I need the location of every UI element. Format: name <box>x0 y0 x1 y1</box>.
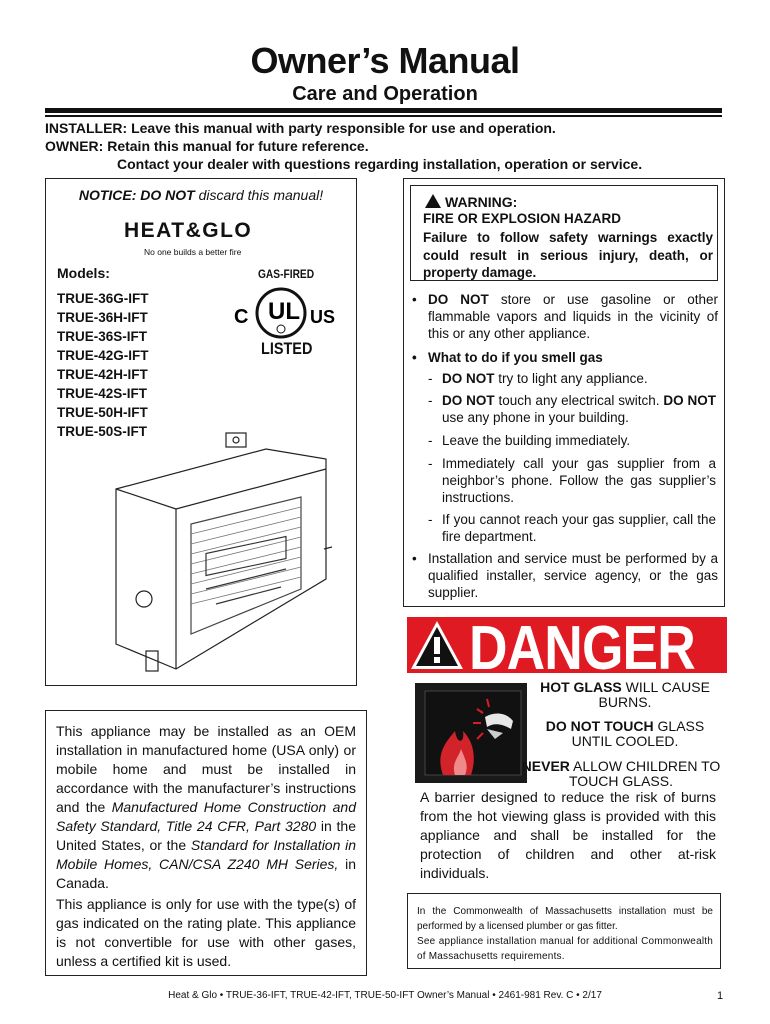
install-italic: Standard for Installation in Mobile Homes, CAN/CSA Z240 MH Series, <box>56 837 356 872</box>
bold-do-not: DO NOT <box>442 393 495 408</box>
page-number: 1 <box>717 990 724 1002</box>
danger-exclamation-icon <box>407 617 467 673</box>
dash-text: Leave the building immediately. <box>442 433 631 448</box>
massachusetts-paragraph: In the Commonwealth of Massachusetts installation must be performed by a licensed plumber or gas fitter. <box>417 906 713 932</box>
dash-text: Immediately call your gas supplier from a neighbor’s phone. Follow the gas supplier’s instructions. <box>442 456 716 505</box>
contact-instruction: Contact your dealer with questions regarding installation, operation or service. <box>117 156 643 172</box>
massachusetts-paragraph: See appliance installation manual for additional Commonwealth of Massachusetts requirements. <box>417 936 713 962</box>
danger-text: GLASS UNTIL COOLED. <box>571 718 705 749</box>
warning-heading <box>425 193 517 210</box>
brand-tagline: No one builds a better fire <box>144 247 242 257</box>
warning-box <box>403 178 725 607</box>
warning-header-box <box>410 185 718 281</box>
danger-line-do-not-touch <box>528 719 722 749</box>
notice-bold: NOTICE: DO NOT <box>78 187 195 203</box>
install-italic: Manufactured Home Construction and Safety Standard, Title 24 CFR, Part 3280 <box>56 799 356 834</box>
page-subtitle: Care and Operation <box>292 83 478 105</box>
warning-bullet <box>412 550 716 602</box>
dash-body: use any phone in your building. <box>442 410 629 425</box>
install-text: in Canada. <box>56 856 356 891</box>
warning-dash-item <box>428 511 718 547</box>
listed-label: LISTED <box>261 339 313 358</box>
warning-bullet-text: What to do if you smell gas <box>428 350 603 365</box>
bullet-dot: • <box>412 350 417 365</box>
dash-mark: - <box>428 393 433 408</box>
dash-mark: - <box>428 456 433 471</box>
heatglo-logo: HEAT&GLO <box>124 219 253 242</box>
install-text: This appliance may be installed as an OEM installation in manufactured home (USA only) or mobile home and must be installed in accordance with the manufacturer’s instructions and the <box>56 723 356 815</box>
warning-hazard: FIRE OR EXPLOSION HAZARD <box>423 211 622 226</box>
owner-instruction: OWNER: Retain this manual for future reference. <box>45 138 369 154</box>
warning-heading-text: WARNING: <box>445 194 518 210</box>
massachusetts-box <box>407 893 721 969</box>
dash-text: If you cannot reach your gas supplier, call the fire department. <box>442 512 716 544</box>
dash-body: try to light any appliance. <box>494 371 648 386</box>
danger-barrier-paragraph: A barrier designed to reduce the risk of burns from the hot viewing glass is provided with this appliance and shall be installed for the protection of children and other at-risk individuals. <box>420 789 716 881</box>
model-item: TRUE-42S-IFT <box>57 386 148 401</box>
dash-text <box>442 392 716 426</box>
warning-dash-item <box>428 432 718 450</box>
fireplace-illustration <box>86 429 346 679</box>
model-list <box>57 289 149 441</box>
warning-bullet-text: Installation and service must be performed by a qualified installer, service agency, or the gas supplier. <box>428 551 718 600</box>
model-item: TRUE-36G-IFT <box>57 291 149 306</box>
model-item: TRUE-50H-IFT <box>57 405 148 420</box>
installation-paragraph <box>56 722 356 893</box>
warning-bullet <box>412 291 716 343</box>
warning-dash-item <box>428 370 718 388</box>
gas-type-paragraph: This appliance is only for use with the type(s) of gas indicated on the rating plate. This appliance is not convertible for use with other gases, unless a certified kit is used. <box>56 896 356 969</box>
bold-do-not: DO NOT <box>663 393 717 408</box>
bold-do-not: DO NOT <box>428 292 489 307</box>
dash-mark: - <box>428 512 433 527</box>
danger-line-hot-glass <box>540 680 710 710</box>
warning-dash-item <box>428 392 718 428</box>
model-item: TRUE-50S-IFT <box>57 424 148 439</box>
danger-bold: HOT GLASS <box>540 679 622 695</box>
notice <box>46 187 356 203</box>
bullet-dot: • <box>412 292 417 307</box>
danger-bold: DO NOT TOUCH <box>545 718 654 734</box>
bullet-dot: • <box>412 551 417 566</box>
install-text: in the United States, or the <box>56 818 356 853</box>
dash-body: touch any electrical switch. <box>494 393 664 408</box>
bullet-text: store or use gasoline or other flammable vapors and liquids in the vicinity of this or any other appliance. <box>428 292 718 341</box>
warning-dash-item <box>428 455 718 507</box>
danger-text: WILL CAUSE BURNS. <box>598 679 710 710</box>
dash-mark: - <box>428 371 433 386</box>
svg-text:UL: UL <box>268 298 300 325</box>
dash-text <box>442 370 716 387</box>
model-item: TRUE-36S-IFT <box>57 329 148 344</box>
page-title: Owner’s Manual <box>250 40 520 81</box>
warning-bullet-text <box>428 291 718 342</box>
warning-triangle-icon <box>425 194 441 208</box>
danger-bold: NEVER <box>521 758 570 774</box>
ul-listed-icon <box>234 285 344 341</box>
installer-instruction: INSTALLER: Leave this manual with party responsible for use and operation. <box>45 120 556 136</box>
model-item: TRUE-42H-IFT <box>57 367 148 382</box>
warning-body: Failure to follow safety warnings exactly could result in serious injury, death, or property damage. <box>423 230 713 280</box>
danger-word: DANGER <box>469 614 695 683</box>
bold-do-not: DO NOT <box>442 371 495 386</box>
page-footer: Heat & Glo • TRUE-36-IFT, TRUE-42-IFT, TRUE-50-IFT Owner’s Manual • 2461-981 Rev. C • 2/17 <box>168 990 602 1001</box>
installation-box <box>45 710 367 976</box>
danger-line-children <box>518 759 724 789</box>
header-rule-thin <box>45 115 722 117</box>
header-rule-thick <box>45 108 722 113</box>
dash-mark: - <box>428 433 433 448</box>
warning-bullet <box>412 349 716 367</box>
model-item: TRUE-36H-IFT <box>57 310 148 325</box>
hot-glass-burn-icon <box>415 683 527 783</box>
danger-text: ALLOW CHILDREN TO TOUCH GLASS. <box>569 758 721 789</box>
notice-text: discard this manual! <box>194 187 324 203</box>
models-label: Models: <box>57 265 110 281</box>
ul-c-label: C <box>234 306 249 328</box>
ul-us-label: US <box>310 307 336 327</box>
gas-fired-label: GAS-FIRED <box>258 267 315 281</box>
product-box <box>45 178 357 686</box>
model-item: TRUE-42G-IFT <box>57 348 149 363</box>
